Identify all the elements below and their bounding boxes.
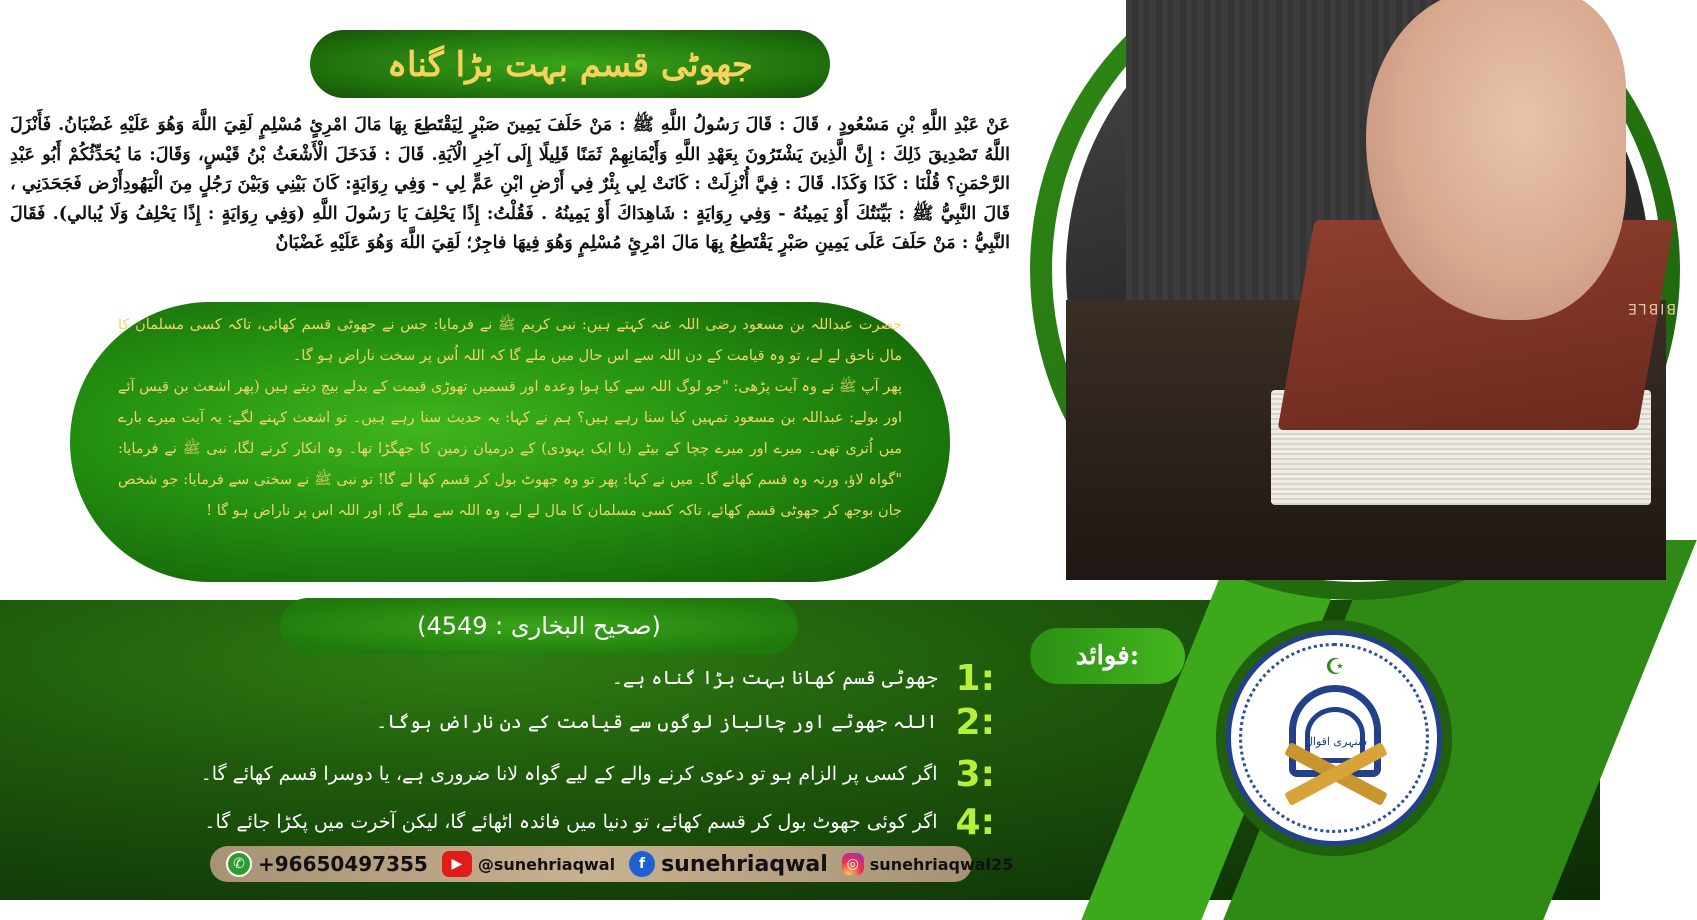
translation-paragraph: پھر آپ ﷺ نے وہ آیت پڑھی: "جو لوگ اللہ سے کیا ہوا وعدہ اور قسمیں تھوڑی قیمت کے بدلے بیچ دیتے ہیں (پھر اشعث بن قیس آئے اور بولے: عبداللہ بن مسعود تمہیں کیا سنا رہے ہیں؟ ہم نے کہا: یہ حدیث سنا رہے ہیں۔ تو اشعث کہنے لگے: یہ آیت میرے بارے میں اُتری تھی۔ میرے اور میرے چچا کے بیٹے (یا ایک یہودی) کے درمیان زمین کا جھگڑا تھا۔ وہ انکار کرنے لگا، نبی ﷺ نے فرمایا: "گواہ لاؤ، ورنہ وہ قسم کھائے گا۔ میں نے کہا: پھر تو وہ جھوٹ بول کر قسم کھا لے گا! تو نبی ﷺ نے سختی سے فرمایا: جو شخص جان بوجھ کر جھوٹی قسم کھائے، تاکہ کسی مسلمان کا مال لے لے، وہ اللہ سے ملے گا، اور اللہ اس پر ناراض ہو گا ! [118,379,902,519]
hadith-arabic: عَنْ عَبْدِ اللَّهِ بْنِ مَسْعُودٍ ، قَالَ : قَالَ رَسُولُ اللَّهِ ﷺ : مَنْ حَلَفَ يَمِينَ صَبْرٍ لِيَقْتَطِعَ بِهَا مَالَ امْرِئٍ مُسْلِمٍ لَقِيَ اللَّهَ وَهُوَ عَلَيْهِ غَضْبَانُ. فَأَنْزَلَ اللَّهُ تَصْدِيقَ ذَلِكَ : إِنَّ الَّذِينَ يَشْتَرُونَ بِعَهْدِ اللَّهِ وَأَيْمَانِهِمْ ثَمَنًا قَلِيلًا إِلَى آخِرِ الْآيَةِ. قَالَ : فَدَخَلَ الْأَشْعَثُ بْنُ قَيْسٍ، وَقَالَ: مَا يُحَدِّثُكُمْ أَبُو عَبْدِ الرَّحْمَنِ؟ قُلْنَا : كَذَا وَكَذَا. قَالَ : فِيَّ أُنْزِلَتْ : كَانَتْ لِي بِئْرٌ فِي أَرْضِ ابْنِ عَمٍّ لِي - وَفِي رِوَايَةٍ: كَانَ بَيْنِي وَبَيْنَ رَجُلٍ مِنَ الْيَهُودِأَرْض فَجَحَدَنِي ، قَالَ النَّبِيُّ ﷺ : بَيِّنَتُكَ أَوْ يَمِينُهُ - وَفِي رِوَايَةٍ : شَاهِدَاكَ أَوْ يَمِينُهُ . فَقُلْتُ: إِذًا يَحْلِفَ يَا رَسُولَ اللَّهِ (وَفِي رِوَايَةٍ : إِذًا يَحْلِفُ وَلَا يُبالي). فَقَالَ النَّبِيُّ : مَنْ حَلَفَ عَلَى يَمِينِ صَبْرٍ يَقْتَطِعُ بِهَا مَالَ امْرِئٍ مُسْلِمٍ وَهُوَ فِيهَا فاجِرٌ؛ لَقِيَ اللَّهَ وَهُوَ عَلَيْهِ غَضْبَانٌ [10,114,1010,253]
title-pill [310,30,830,98]
brand-logo [1226,630,1442,846]
facebook-icon: f [629,851,655,877]
youtube-icon: ▶ [442,851,472,877]
benefit-item [201,752,995,796]
whatsapp-number: +96650497355 [258,852,428,876]
instagram-icon: ◎ [842,853,864,875]
translation-text [118,310,902,527]
translation-pill [70,302,950,582]
page-title: جھوٹی قسم بہت بڑا گناہ [387,44,753,85]
photo-book-label: BIBLE [1626,300,1676,316]
benefit-number: :4 [955,801,995,843]
benefits-label: فوائد: [1075,641,1140,671]
benefit-number: :3 [955,753,995,795]
facebook-contact[interactable] [629,851,828,877]
facebook-handle: sunehriaqwal [661,851,828,877]
whatsapp-contact[interactable] [226,851,428,877]
benefit-number: :2 [955,701,995,743]
reference-pill [280,598,798,654]
whatsapp-icon: ✆ [226,851,252,877]
youtube-handle: @sunehriaqwal [477,854,616,874]
youtube-contact[interactable] [442,851,615,877]
benefit-item [612,656,995,700]
logo-text: سنہری اقوال [1304,735,1368,748]
benefit-text: اللہ جھوٹے اور چالباز لوگوں سے قیامت کے دن ناراض ہوگا۔ [376,711,938,733]
translation-paragraph: حضرت عبداللہ بن مسعود رضی اللہ عنہ کہتے ہیں: نبی کریم ﷺ نے فرمایا: جس نے جھوٹی قسم کھائی، تاکہ کسی مسلمان کا مال ناحق لے لے، تو وہ قیامت کے دن اللہ سے اس حال میں ملے گا کہ اللہ اُس پر سخت ناراض ہو گا۔ [118,317,902,364]
instagram-contact[interactable] [842,853,1014,875]
contact-bar [210,846,1014,882]
oath-photo [1066,0,1676,570]
benefit-text: اگر کوئی جھوٹ بول کر قسم کھائے، تو دنیا میں فائدہ اٹھائے گا، لیکن آخرت میں پکڑا جائے گا۔ [204,811,938,833]
benefit-text: اگر کسی پر الزام ہو تو دعوی کرنے والے کے لیے گواہ لانا ضروری ہے، یا دوسرا قسم کھائے گا۔ [200,763,938,785]
reference-text: (صحيح البخارى : 4549) [417,612,661,640]
benefit-item [376,700,995,744]
benefits-label-pill [1030,628,1185,684]
instagram-handle: sunehriaqwal25 [869,854,1014,874]
benefit-number: :1 [955,657,995,699]
benefit-text: جھوٹی قسم کھانا بہت بڑا گناہ ہے۔ [611,667,938,689]
benefit-item [204,800,995,844]
crescent-icon: ☪ [1325,655,1345,680]
